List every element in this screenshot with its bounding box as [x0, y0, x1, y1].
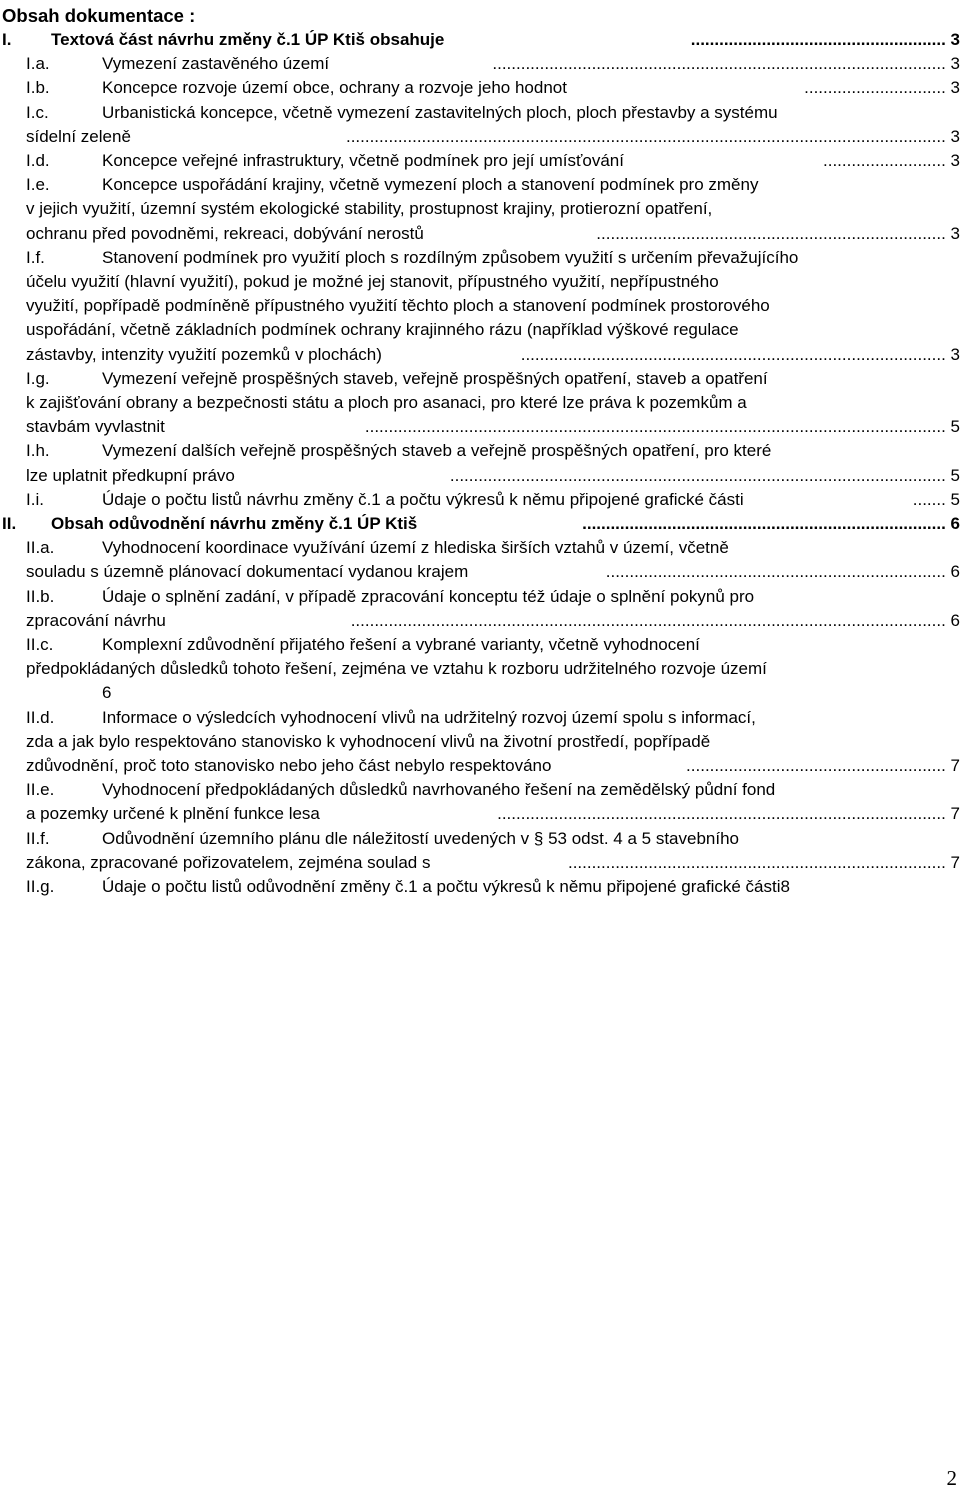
toc-entry-number: I.f. — [26, 248, 45, 267]
toc-entry-title: Vymezení dalších veřejně prospěšných staveb a veřejně prospěšných opatření, pro které — [102, 441, 772, 460]
toc-dot-leader-page: .......................................................................................... 3 — [520, 345, 960, 364]
toc-entry-number: I.b. — [26, 78, 50, 97]
toc-entry-number: II. — [2, 514, 17, 533]
toc-dot-leader-page: ................................................................................................ 3 — [492, 54, 960, 73]
toc-entry-continuation[interactable] — [0, 197, 960, 221]
toc-entry[interactable] — [0, 512, 960, 536]
toc-entry-continuation[interactable] — [0, 609, 960, 633]
toc-entry-title: Údaje o počtu listů odůvodnění změny č.1 a počtu výkresů k němu připojené grafické části8 — [102, 877, 790, 896]
toc-entry[interactable] — [0, 875, 960, 899]
toc-entry-text: v jejich využití, územní systém ekologické stability, prostupnost krajiny, protierozní opatření, — [26, 199, 713, 218]
toc-entry-continuation[interactable] — [0, 391, 960, 415]
toc-entry-number: II.c. — [26, 635, 54, 654]
toc-entry-continuation[interactable] — [0, 294, 960, 318]
toc-dot-leader-page: ....................................................... 7 — [686, 756, 960, 775]
toc-entry-title: Koncepce rozvoje území obce, ochrany a rozvoje jeho hodnot — [102, 78, 567, 97]
toc-entry-text: k zajišťování obrany a bezpečnosti státu a ploch pro asanaci, pro které lze práva k pozemkům a — [26, 393, 747, 412]
toc-entry-number: I.d. — [26, 151, 50, 170]
toc-entry-number: II.f. — [26, 829, 50, 848]
toc-entry-continuation[interactable] — [0, 657, 960, 681]
toc-entry-title: Údaje o splnění zadání, v případě zpracování konceptu též údaje o splnění pokynů pro — [102, 587, 755, 606]
toc-entry[interactable] — [0, 246, 960, 270]
toc-entry-title: Vymezení zastavěného území — [102, 54, 330, 73]
toc-entry[interactable] — [0, 439, 960, 463]
toc-entry-continuation[interactable] — [0, 318, 960, 342]
toc-entry-title: Stanovení podmínek pro využití ploch s rozdílným způsobem využití s určením převažujícího — [102, 248, 799, 267]
toc-entry-text: účelu využití (hlavní využití), pokud je možné jej stanovit, přípustného využití, nepřípustného — [26, 272, 719, 291]
toc-dot-leader-page: ............................................................................................................................... 3 — [345, 127, 960, 146]
toc-entry-number: II.e. — [26, 780, 55, 799]
toc-entry-title: Odůvodnění územního plánu dle náležitostí uvedených v § 53 odst. 4 a 5 stavebního — [102, 829, 739, 848]
toc-dot-leader-page: .......................................................................... 3 — [596, 224, 960, 243]
toc-entry-continuation[interactable] — [0, 343, 960, 367]
toc-entry[interactable] — [0, 173, 960, 197]
toc-entry-text: předpokládaných důsledků tohoto řešení, zejména ve vztahu k rozboru udržitelného rozvoje území — [26, 659, 767, 678]
toc-entry-number: I.g. — [26, 369, 50, 388]
toc-dot-leader-page: ............................................................................. 6 — [582, 514, 960, 533]
toc-entry-text: využití, popřípadě podmíněně přípustného využití těchto ploch a stanovení podmínek prostorového — [26, 296, 770, 315]
toc-entry-text: zástavby, intenzity využití pozemků v plochách) — [26, 345, 382, 364]
toc-entry-text: souladu s územně plánovací dokumentací vydanou krajem — [26, 562, 469, 581]
toc-entry[interactable] — [0, 706, 960, 730]
toc-entry-text: sídelní zeleně — [26, 127, 131, 146]
toc-entry[interactable] — [0, 585, 960, 609]
toc-dot-leader-page: ........................................................................................................................... 5 — [364, 417, 960, 436]
toc-entry-number: I.e. — [26, 175, 50, 194]
toc-dot-leader-page: ......................................................................................................... 5 — [449, 466, 960, 485]
toc-entry-continuation[interactable] — [0, 560, 960, 584]
toc-entry[interactable] — [0, 778, 960, 802]
toc-dot-leader-page: .............................................................................................................................. 6 — [350, 611, 960, 630]
toc-entry-text: lze uplatnit předkupní právo — [26, 466, 235, 485]
toc-entry-text: a pozemky určené k plnění funkce lesa — [26, 804, 320, 823]
toc-entry-continuation[interactable] — [0, 415, 960, 439]
toc-entry[interactable] — [0, 76, 960, 100]
toc-entry-text: zdůvodnění, proč toto stanovisko nebo jeho část nebylo respektováno — [26, 756, 552, 775]
toc-entry-number: I.h. — [26, 441, 50, 460]
toc-entry-text: zpracování návrhu — [26, 611, 166, 630]
toc-entry-continuation[interactable] — [0, 730, 960, 754]
toc-entry-title: Urbanistická koncepce, včetně vymezení zastavitelných ploch, ploch přestavby a systému — [102, 103, 778, 122]
toc-entry-number: II.a. — [26, 538, 55, 557]
toc-entry-number: II.b. — [26, 587, 55, 606]
toc-entry-continuation[interactable] — [0, 270, 960, 294]
toc-entry[interactable] — [0, 827, 960, 851]
toc-entry[interactable] — [0, 488, 960, 512]
toc-entry[interactable] — [0, 536, 960, 560]
toc-entry-number: II.d. — [26, 708, 55, 727]
toc-entry-title: Informace o výsledcích vyhodnocení vlivů na udržitelný rozvoj území spolu s informací, — [102, 708, 756, 727]
toc-entry-page: 6 — [102, 683, 112, 702]
toc-entry-title: Textová část návrhu změny č.1 ÚP Ktiš obsahuje — [51, 30, 445, 49]
toc-heading: Obsah dokumentace : — [2, 5, 196, 26]
toc-entry-number: I.c. — [26, 103, 49, 122]
toc-entry-title: Koncepce veřejné infrastruktury, včetně podmínek pro její umísťování — [102, 151, 624, 170]
toc-entry-title: Obsah odůvodnění návrhu změny č.1 ÚP Ktiš — [51, 514, 418, 533]
toc-entry-continuation[interactable] — [0, 125, 960, 149]
toc-dot-leader-page: ....... 5 — [912, 490, 960, 509]
toc-entry-continuation[interactable] — [0, 851, 960, 875]
toc-entry-title: Komplexní zdůvodnění přijatého řešení a vybrané varianty, včetně vyhodnocení — [102, 635, 700, 654]
toc-dot-leader-page: .............................. 3 — [804, 78, 960, 97]
toc-entry-continuation[interactable] — [0, 802, 960, 826]
toc-entry-continuation[interactable] — [0, 222, 960, 246]
toc-entry-text: ochranu před povodněmi, rekreaci, dobývání nerostů — [26, 224, 424, 243]
toc-dot-leader-page: ............................................................................................... 7 — [497, 804, 960, 823]
toc-entry-text: zákona, zpracované pořizovatelem, zejména soulad s — [26, 853, 431, 872]
toc-entry-text: uspořádání, včetně základních podmínek ochrany krajinného rázu (například výškové regulace — [26, 320, 739, 339]
toc-entry-title: Vyhodnocení předpokládaných důsledků navrhovaného řešení na zemědělský půdní fond — [102, 780, 776, 799]
toc-entry-number: I. — [2, 30, 12, 49]
toc-entry-title: Vymezení veřejně prospěšných staveb, veřejně prospěšných opatření, staveb a opatření — [102, 369, 768, 388]
toc-entry-title: Vyhodnocení koordinace využívání území z hlediska širších vztahů v území, včetně — [102, 538, 729, 557]
toc-entry[interactable] — [0, 149, 960, 173]
toc-entry-title: Koncepce uspořádání krajiny, včetně vymezení ploch a stanovení podmínek pro změny — [102, 175, 759, 194]
toc-dot-leader-page: ...................................................... 3 — [690, 30, 960, 49]
toc-entry[interactable] — [0, 633, 960, 657]
toc-dot-leader-page: ........................................................................ 6 — [605, 562, 960, 581]
toc-entry[interactable] — [0, 367, 960, 391]
toc-entry[interactable] — [0, 52, 960, 76]
toc-dot-leader-page: ................................................................................ 7 — [567, 853, 960, 872]
toc-entry-number: I.i. — [26, 490, 44, 509]
toc-entry[interactable] — [0, 101, 960, 125]
toc-entry-continuation[interactable] — [0, 754, 960, 778]
toc-entry-number: II.g. — [26, 877, 55, 896]
toc-entry-title: Údaje o počtu listů návrhu změny č.1 a počtu výkresů k němu připojené grafické části — [102, 490, 744, 509]
toc-entry-text: zda a jak bylo respektováno stanovisko k vyhodnocení vlivů na životní prostředí, popřípadě — [26, 732, 711, 751]
toc-entry-number: I.a. — [26, 54, 50, 73]
toc-entry-text: stavbám vyvlastnit — [26, 417, 165, 436]
toc-entry[interactable] — [0, 28, 960, 52]
page-number: 2 — [946, 1466, 957, 1490]
toc-entry-continuation[interactable] — [0, 464, 960, 488]
toc-entry-continuation[interactable] — [0, 681, 960, 705]
toc-dot-leader-page: .......................... 3 — [823, 151, 960, 170]
